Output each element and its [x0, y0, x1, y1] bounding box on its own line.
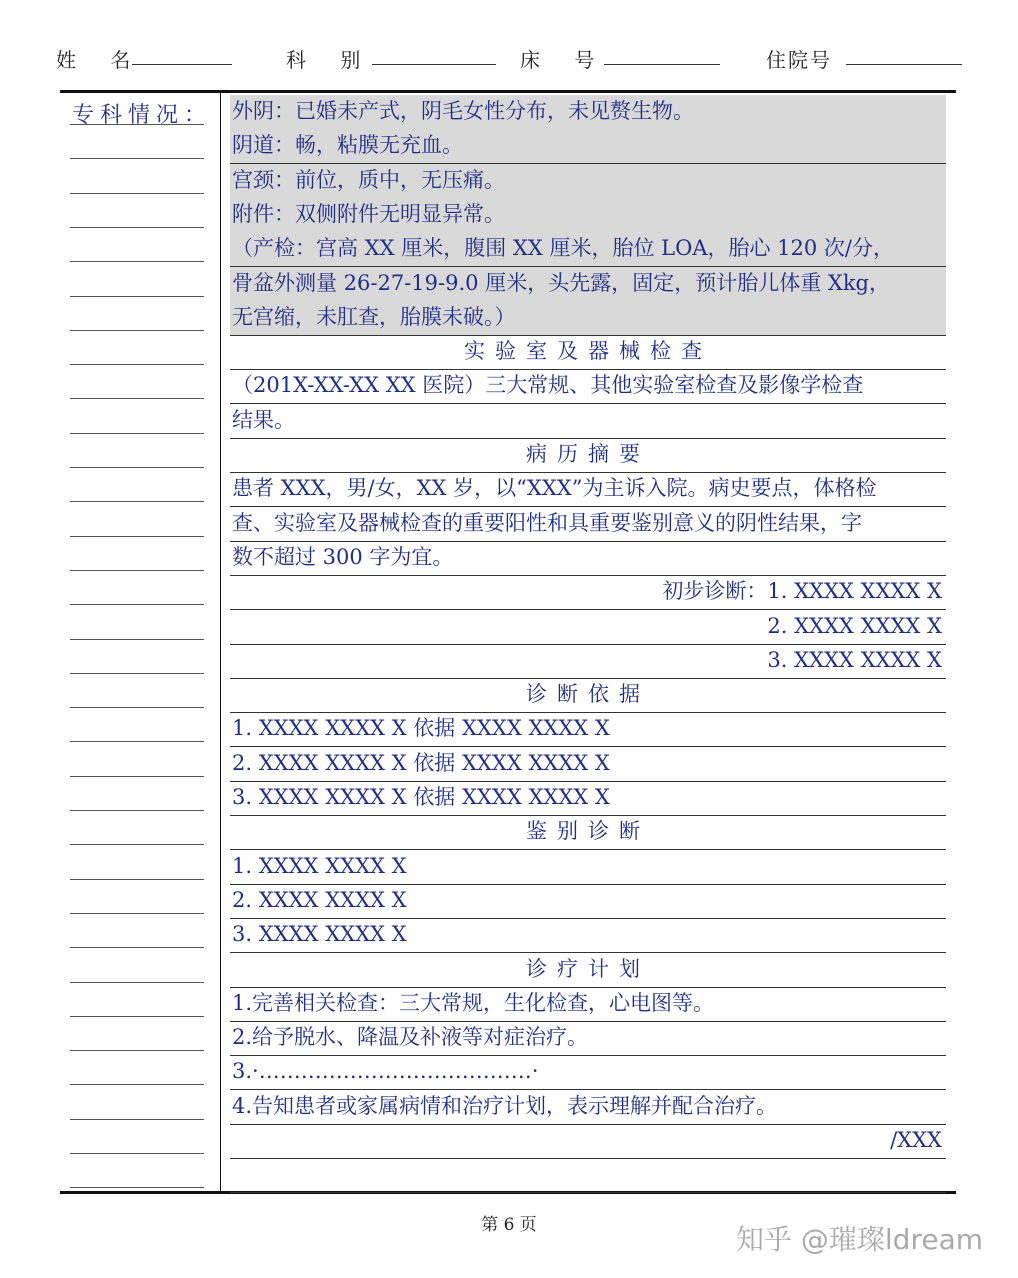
content-row	[230, 610, 946, 645]
row-text: 4.告知患者或家属病情和治疗计划，表示理解并配合治疗。	[232, 1093, 778, 1118]
row-text: （产检：宫高 XX 厘米，腹围 XX 厘米，胎位 LOA，胎心 120 次/分，	[232, 236, 895, 261]
left-rule-line	[70, 364, 204, 365]
left-rule-line	[70, 844, 204, 845]
content-row	[230, 198, 946, 233]
content-row	[230, 369, 946, 404]
row-text: 3. XXXX XXXX X 依据 XXXX XXXX X	[232, 785, 610, 809]
left-rule-line	[70, 330, 204, 331]
row-text: 2.给予脱水、降温及补液等对症治疗。	[232, 1025, 589, 1050]
content-row	[230, 987, 946, 1022]
row-text: 2. XXXX XXXX X	[767, 613, 942, 638]
top-border	[60, 90, 956, 93]
content-row	[230, 438, 946, 473]
content-row	[230, 815, 946, 850]
row-text: 3. XXXX XXXX X	[232, 922, 407, 947]
left-rule-line	[70, 570, 204, 571]
row-text: 1.完善相关检查：三大常规，生化检查，心电图等。	[232, 990, 715, 1015]
content-row	[230, 1090, 946, 1125]
content-row	[230, 781, 946, 816]
content-row	[230, 232, 946, 267]
section-label: 专科情况：	[72, 103, 213, 128]
content-row	[230, 953, 946, 988]
column-divider	[220, 93, 221, 1191]
row-text: 初步诊断：1. XXXX XXXX X	[662, 579, 942, 604]
left-rule-line	[70, 810, 204, 811]
left-rule-line	[70, 879, 204, 880]
left-rule-line	[70, 398, 204, 399]
content-row	[230, 1055, 946, 1090]
content-row	[230, 129, 946, 164]
row-text: 附件：双侧附件无明显异常。	[232, 201, 505, 226]
row-text: 查、实验室及器械检查的重要阳性和具重要鉴别意义的阴性结果，字	[232, 510, 862, 535]
row-text: 宫颈：前位，质中，无压痛。	[232, 167, 505, 192]
left-rule-line	[70, 433, 204, 434]
content-row	[230, 404, 946, 439]
left-rule-line	[70, 158, 204, 159]
content-row	[230, 1158, 946, 1193]
left-rule-line	[70, 124, 204, 125]
content-row	[230, 918, 946, 953]
left-rule-line	[70, 467, 204, 468]
dept-field-line	[372, 64, 496, 65]
content-row	[230, 884, 946, 919]
name-label: 姓 名	[56, 48, 145, 72]
left-rule-line	[70, 536, 204, 537]
row-text: 1. XXXX XXXX X 依据 XXXX XXXX X	[232, 716, 610, 741]
content-row	[230, 575, 946, 610]
section-heading: 病历摘要	[526, 442, 650, 466]
section-heading: 诊断依据	[526, 682, 650, 707]
row-text: /XXX	[890, 1128, 942, 1152]
left-rule-line	[70, 707, 204, 708]
content-row	[230, 95, 946, 130]
row-text: 结果。	[232, 407, 295, 432]
row-text: （201X-XX-XX XX 医院）三大常规、其他实验室检查及影像学检查	[232, 373, 864, 398]
content-row	[230, 267, 946, 302]
row-text: 数不超过 300 字为宜。	[232, 544, 454, 569]
row-text: 阴道：畅，粘膜无充血。	[232, 133, 463, 158]
left-rule-line	[70, 261, 204, 262]
bed-label: 床 号	[520, 48, 609, 72]
content-row	[230, 644, 946, 679]
left-rule-line	[70, 227, 204, 228]
admission-field-line	[846, 64, 962, 65]
admission-label: 住院号	[766, 48, 832, 72]
content-row	[230, 472, 946, 507]
left-rule-line	[70, 1016, 204, 1017]
left-rule-line	[70, 296, 204, 297]
content-row	[230, 850, 946, 885]
dept-label: 科 别	[286, 48, 375, 72]
row-text: 无宫缩，未肛查，胎膜未破。）	[232, 304, 516, 329]
left-rule-line	[70, 982, 204, 983]
left-rule-line	[70, 776, 204, 777]
content-row	[230, 712, 946, 747]
row-text: 2. XXXX XXXX X	[232, 887, 407, 912]
content-row	[230, 678, 946, 713]
left-rule-line	[70, 947, 204, 948]
name-field-line	[132, 64, 232, 65]
left-rule-line	[70, 1153, 204, 1154]
row-text: 患者 XXX，男/女，XX 岁，以“XXX”为主诉入院。病史要点，体格检	[232, 476, 877, 501]
content-row	[230, 335, 946, 370]
left-rule-line	[70, 1050, 204, 1051]
left-rule-line	[70, 639, 204, 640]
left-rule-line	[70, 1187, 204, 1188]
row-text: 1. XXXX XXXX X	[232, 853, 407, 878]
row-text: 2. XXXX XXXX X 依据 XXXX XXXX X	[232, 750, 610, 775]
content-row	[230, 541, 946, 576]
left-rule-line	[70, 741, 204, 742]
left-rule-line	[70, 1084, 204, 1085]
left-rule-line	[70, 913, 204, 914]
left-rule-line	[70, 193, 204, 194]
content-row	[230, 1021, 946, 1056]
content-row	[230, 507, 946, 542]
content-row	[230, 747, 946, 782]
left-rule-line	[70, 604, 204, 605]
row-text: 3.·…………………………………·	[232, 1059, 539, 1084]
content-row	[230, 164, 946, 199]
page-number: 第 6 页	[481, 1215, 537, 1235]
row-text: 3. XXXX XXXX X	[767, 647, 942, 672]
row-text: 外阴：已婚未产式，阴毛女性分布，未见赘生物。	[232, 99, 694, 123]
left-rule-line	[70, 1119, 204, 1120]
content-row	[230, 1124, 946, 1159]
left-rule-line	[70, 501, 204, 502]
section-heading: 鉴别诊断	[526, 819, 650, 844]
bed-field-line	[604, 64, 720, 65]
section-heading: 实验室及器械检查	[464, 339, 712, 364]
left-rule-line	[70, 673, 204, 674]
section-heading: 诊疗计划	[526, 956, 650, 981]
content-row	[230, 301, 946, 336]
row-text: 骨盆外测量 26-27-19-9.0 厘米，头先露，固定，预计胎儿体重 Xkg，	[232, 270, 890, 295]
watermark: 知乎 @璀璨ldream	[736, 1223, 984, 1256]
